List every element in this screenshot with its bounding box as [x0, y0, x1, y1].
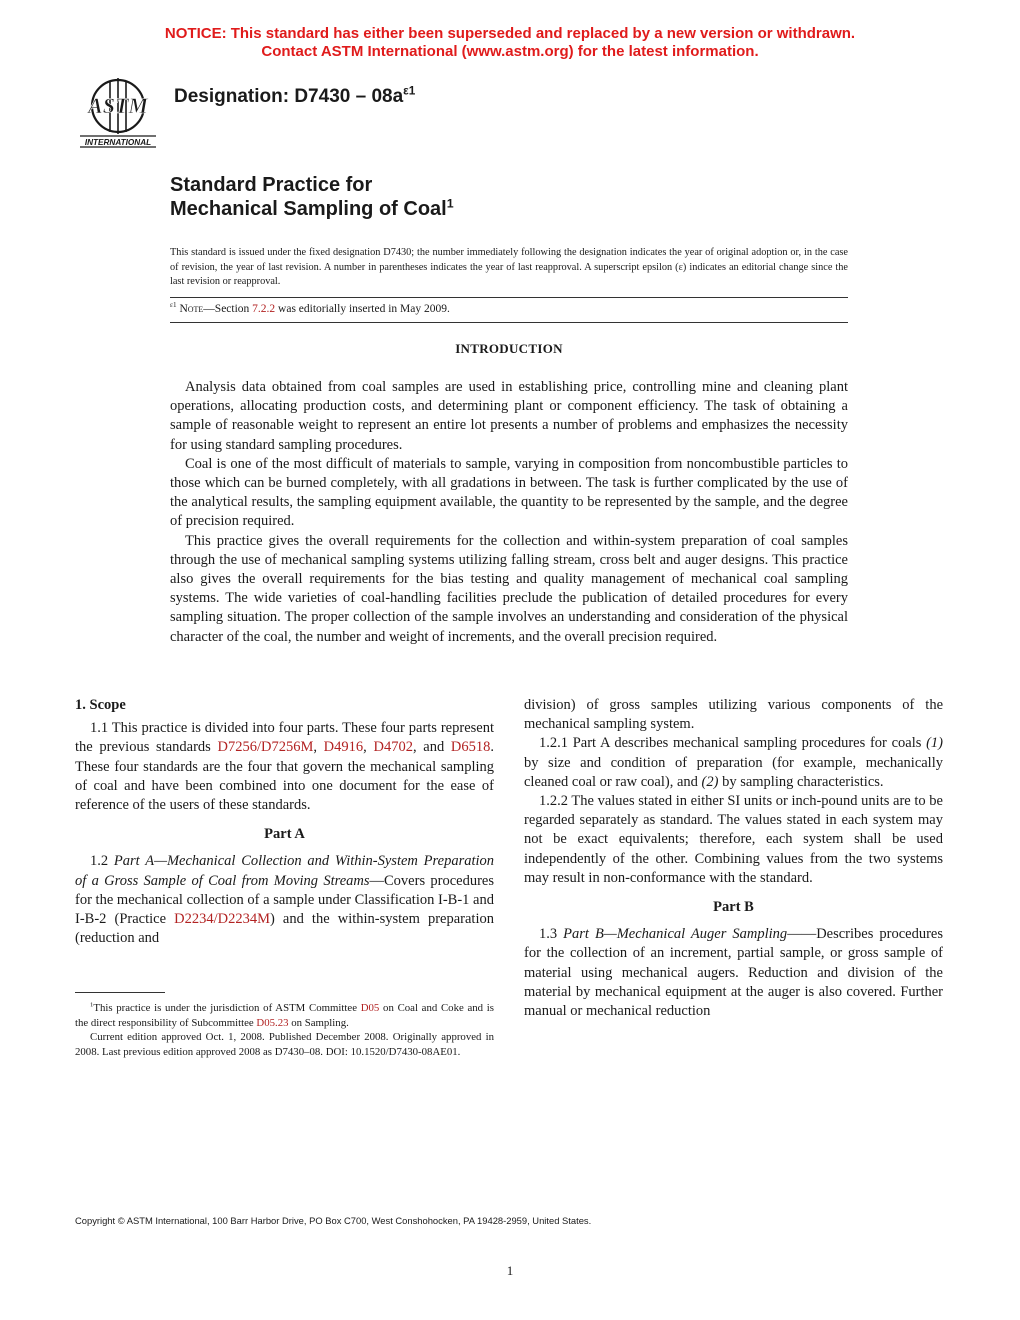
logo-text: ASTM: [88, 93, 148, 118]
title-line-1: Standard Practice for: [170, 174, 373, 196]
intro-paragraph: This practice gives the overall requirements for the collection and within-system preparation of coal samples through the use of mechanical sampling systems utilizing falling stream, cross belt and auger designs. This practice also gives the overall requirements for the bias testing and quality management of mechanical coal sampling systems. The wide varieties of coal-handling facilities preclude the publication of detailed procedures for every sampling situation. The proper collection of the sample involves an understanding and consideration of the physical character of the coal, the number and weight of increments, and the overall precision required.: [170, 532, 848, 645]
intro-paragraph: Coal is one of the most difficult of materials to sample, varying in composition from noncombustible particles to those which can be burned completely, with all gradations in between. The task is further complicated by the use of the analytical results, the sampling equipment available, the quantity to be represented by the sample, and the degree of precision required.: [170, 455, 848, 530]
right-column: [524, 696, 943, 1021]
introduction-body: [170, 378, 848, 647]
paragraph-1-2: 1.2 Part A—Mechanical Collection and Within-System Preparation of a Gross Sample of Coal from Moving Streams—Covers procedures for the mechanical collection of a sample under Classification I-B-1 and I-B-2 (Practice D2234/D2234M) and the within-system preparation (reduction and: [75, 853, 495, 947]
designation-superscript: ε1: [403, 84, 416, 98]
scope-heading: 1. Scope: [75, 697, 126, 713]
footnote-divider: [75, 992, 165, 993]
paragraph-1-3: 1.3 Part B—Mechanical Auger Sampling——Describes procedures for the collection of an increment, partial sample, or gross sample of material using mechanical augers. Reduction and division of the material by mechanical equipment at the auger is also covered. Further manual or mechanical reduction: [524, 926, 943, 1020]
left-column: [75, 696, 494, 948]
notice-line-1: NOTICE: This standard has either been superseded and replaced by a new version or withdrawn.: [164, 25, 856, 42]
withdrawal-notice: [0, 25, 1020, 61]
divider: [170, 297, 848, 298]
intro-paragraph: Analysis data obtained from coal samples are used in establishing price, controlling mine and cleaning plant operations, allocating production costs, and determining plant or component efficiency. The task of obtaining a sample of reasonable weight to represent an entire lot presents a number of problems and emphasizes the necessity for using standard sampling procedures.: [170, 379, 848, 453]
issuance-statement: This standard is issued under the fixed designation D7430; the number immediately following the designation indicates the year of original adoption or, in the case of revision, the year of last revision. A number in parentheses indicates the year of last reapproval. A superscript epsilon (ε) indicates an editorial change since the last revision or reapproval.: [170, 247, 848, 288]
footnotes: [75, 1001, 494, 1059]
astm-logo: [76, 76, 160, 150]
part-b-heading: Part B: [713, 899, 754, 916]
note-label: Note: [179, 303, 204, 315]
title-footnote-mark: 1: [446, 196, 454, 211]
page-number: 1: [506, 1263, 514, 1278]
epsilon-mark: ε1: [170, 301, 177, 310]
link-d05[interactable]: D05: [360, 1002, 380, 1014]
editorial-note: [170, 303, 450, 315]
paragraph-1-1: 1.1 This practice is divided into four parts. These four parts represent the previous standards D7256/D7256M, D4916, D4702, and D6518. These four standards are the four that govern the mechanical sampling of coal and have been combined into one document for the ease of reference of the users of these standards.: [75, 720, 494, 814]
paragraph-1-2-continued: division) of gross samples utilizing various components of the mechanical sampling system.: [524, 697, 943, 733]
link-d4702[interactable]: D4702: [373, 739, 413, 756]
footnote-edition: Current edition approved Oct. 1, 2008. Published December 2008. Originally approved in 2008. Last previous edition approved 2008 as D7430–08. DOI: 10.1520/D7430-08AE01.: [75, 1031, 494, 1058]
copyright-line: Copyright © ASTM International, 100 Barr Harbor Drive, PO Box C700, West Conshohocken, PA 19428-2959, United States.: [75, 1215, 592, 1226]
link-d7256[interactable]: D7256/D7256M: [217, 739, 314, 756]
divider: [170, 322, 848, 323]
title-line-2: [170, 198, 454, 221]
paragraph-1-2-1: 1.2.1 Part A describes mechanical sampling procedures for coals (1) by size and condition of preparation (for example, mechanically cleaned coal or raw coal), and (2) by sampling characteristics.: [524, 735, 943, 790]
footnote-1: $^1$This practice is under the jurisdiction of ASTM Committee D05 on Coal and Coke and is the direct responsibility of Subcommittee D05.23 on Sampling.: [75, 1001, 495, 1029]
introduction-heading: INTRODUCTION: [455, 341, 563, 356]
designation-label: Designation: D7430 – 08a: [174, 86, 404, 107]
title-text: Mechanical Sampling of Coal: [170, 198, 447, 220]
designation: [174, 86, 415, 108]
note-text-end: was editorially inserted in May 2009.: [275, 303, 450, 315]
link-d0523[interactable]: D05.23: [256, 1016, 289, 1029]
link-d2234[interactable]: D2234/D2234M: [174, 911, 270, 928]
paragraph-1-2-2: 1.2.2 The values stated in either SI units or inch-pound units are to be regarded separately as standard. The values stated in each system may not be exact equivalents; therefore, each system shall be used independently of the other. Combining values from the two systems may result in non-conformance with the standard.: [524, 793, 943, 886]
link-d6518[interactable]: D6518: [450, 739, 491, 756]
logo-subtext: INTERNATIONAL: [84, 138, 152, 147]
section-link[interactable]: 7.2.2: [252, 303, 276, 315]
link-d4916[interactable]: D4916: [323, 739, 364, 756]
part-a-heading: Part A: [264, 826, 305, 843]
note-text: —Section: [203, 303, 253, 315]
notice-line-2: Contact ASTM International (www.astm.org) for the latest information.: [261, 43, 759, 60]
